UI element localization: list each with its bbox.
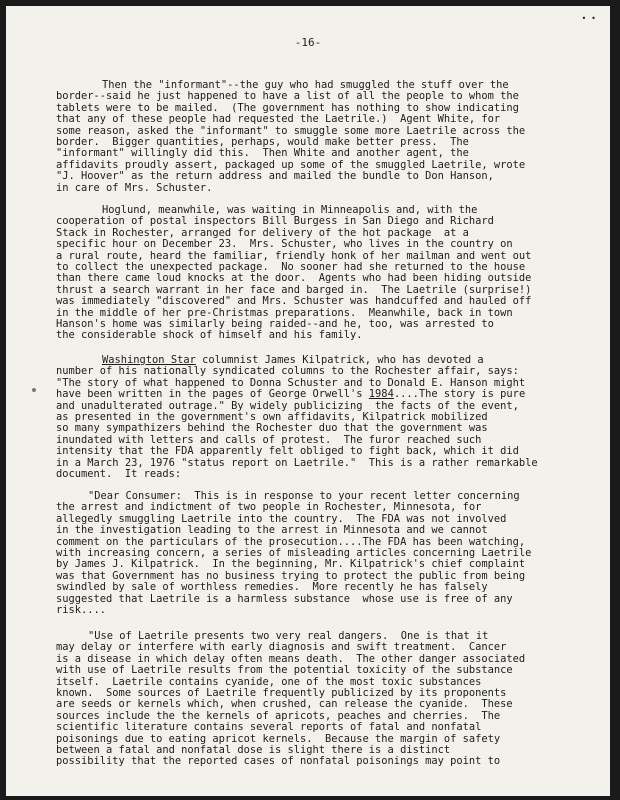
text-line: border--said he just happened to have a list of all the people to whom the [56, 91, 519, 103]
text-line: "The story of what happened to Donna Schuster and to Donald E. Hanson might [56, 377, 526, 389]
text-line: by James J. Kilpatrick. In the beginning, Mr. Kilpatrick's chief complaint [56, 559, 526, 571]
text-line: in a March 23, 1976 "status report on Laetrile." This is a rather remarkable [56, 457, 538, 469]
text-line: Hoglund, meanwhile, was waiting in Minneapolis and, with the [102, 205, 478, 216]
text-line: "J. Hoover" as the return address and mailed the bundle to Don Hanson, [56, 171, 494, 183]
text-line: swindled by sale of worthless remedies. More recently he has falsely [56, 582, 488, 594]
text-line: affidavits proudly assert, packaged up some of the smuggled Laetrile, wrote [56, 159, 526, 171]
text-line: the considerable shock of himself and his family. [56, 330, 363, 342]
text-line: with increasing concern, a series of misleading articles concerning Laetrile [56, 548, 532, 560]
text-line: was that Government has no business trying to protect the public from being [56, 570, 526, 582]
paragraph-informant [56, 80, 596, 194]
text-line: may delay or interfere with early diagnosis and swift treatment. Cancer [56, 642, 507, 654]
text-line: that any of these people had requested the Laetrile.) Agent White, for [56, 114, 501, 126]
text-line: and unadulterated outrage." By widely publicizing the facts of the event, [56, 400, 519, 412]
text-line: itself. Laetrile contains cyanide, one of the most toxic substances [56, 676, 482, 688]
text-line: border. Bigger quantities, perhaps, would make better press. The [56, 137, 469, 149]
paragraph-hoglund [56, 205, 596, 342]
text-line: in care of Mrs. Schuster. [56, 182, 213, 194]
text-line: Then the "informant"--the guy who had smuggled the stuff over the [102, 80, 509, 91]
text-line: thrust a search warrant in her face and barged in. The Laetrile (surprise!) [56, 284, 532, 296]
text-line: Hanson's home was similarly being raided--and he, too, was arrested to [56, 319, 494, 331]
text-line: tablets were to be mailed. (The government has nothing to show indicating [56, 102, 519, 114]
text-line: scientific literature contains several reports of fatal and nonfatal [56, 722, 482, 734]
text-line: Stack in Rochester, arranged for delivery of the hot package at a [56, 227, 469, 239]
text-line: intensity that the FDA apparently felt obliged to fight back, which it did [56, 446, 519, 458]
text-line: document. It reads: [56, 469, 182, 481]
text-line: a rural route, heard the familiar, friendly honk of her mailman and went out [56, 250, 532, 262]
text-line: "Use of Laetrile presents two very real dangers. One is that it [88, 631, 489, 642]
publication-title: Washington Star [102, 355, 196, 366]
text-line: between a fatal and nonfatal dose is slight there is a distinct [56, 745, 451, 757]
text-line: specific hour on December 23. Mrs. Schuster, who lives in the country on [56, 239, 513, 251]
text-line: the arrest and indictment of two people in Rochester, Minnesota, for [56, 502, 482, 514]
paragraph-kilpatrick [56, 355, 596, 480]
corner-mark: • • [581, 14, 596, 23]
text-line: known. Some sources of Laetrile frequently publicized by its proponents [56, 688, 507, 700]
text-line: suggested that Laetrile is a harmless substance whose use is free of any [56, 593, 513, 605]
paragraph-dear-consumer [56, 491, 596, 616]
book-title: 1984 [368, 389, 394, 401]
text-line: possibility that the reported cases of nonfatal poisonings may point to [56, 756, 501, 768]
text-line: Washington Star columnist James Kilpatrick, who has devoted a [102, 355, 484, 366]
stray-mark [32, 388, 36, 392]
text-line: "informant" willingly did this. Then White and another agent, the [56, 148, 469, 160]
text-line: is a disease in which delay often means death. The other danger associated [56, 653, 526, 665]
text-line: risk.... [56, 605, 107, 617]
text-line: to collect the unexpected package. No sooner had she returned to the house [56, 262, 526, 274]
text-line: with use of Laetrile results from the potential toxicity of the substance [56, 665, 513, 677]
text-line: so many sympathizers behind the Rochester duo that the government was [56, 423, 488, 435]
text-line: in the investigation leading to the arrest in Minnesota and we cannot [56, 525, 488, 537]
text-line: number of his nationally syndicated columns to the Rochester affair, says: [56, 366, 519, 378]
text-line: inundated with letters and calls of protest. The furor reached such [56, 434, 482, 446]
text-line: poisonings due to eating apricot kernels. Because the margin of safety [56, 733, 501, 745]
text-line: in the middle of her pre-Christmas preparations. Meanwhile, back in town [56, 307, 513, 319]
document-page [6, 6, 610, 796]
text-line: sources include the the kernels of apricots, peaches and cherries. The [56, 710, 501, 722]
text-line: as presented in the government's own affidavits, Kilpatrick mobilized [56, 412, 488, 424]
text-line: allegedly smuggling Laetrile into the country. The FDA was not involved [56, 513, 507, 525]
text-line: than there came loud knocks at the door. Agents who had been hiding outside [56, 273, 532, 285]
text-line: cooperation of postal inspectors Bill Burgess in San Diego and Richard [56, 216, 494, 228]
paragraph-laetrile-dangers [56, 631, 596, 768]
text-line: are seeds or kernels which, when crushed, can release the cyanide. These [56, 699, 513, 711]
text-line: have been written in the pages of George Orwell's 1984....The story is pure [56, 389, 526, 401]
text-line: "Dear Consumer: This is in response to your recent letter concerning [88, 491, 520, 502]
text-line: was immediately "discovered" and Mrs. Schuster was handcuffed and hauled off [56, 296, 532, 308]
page-number: -16- [294, 36, 322, 49]
text-line: some reason, asked the "informant" to smuggle some more Laetrile across the [56, 125, 526, 137]
text-line: comment on the particulars of the prosecution....The FDA has been watching, [56, 536, 526, 548]
